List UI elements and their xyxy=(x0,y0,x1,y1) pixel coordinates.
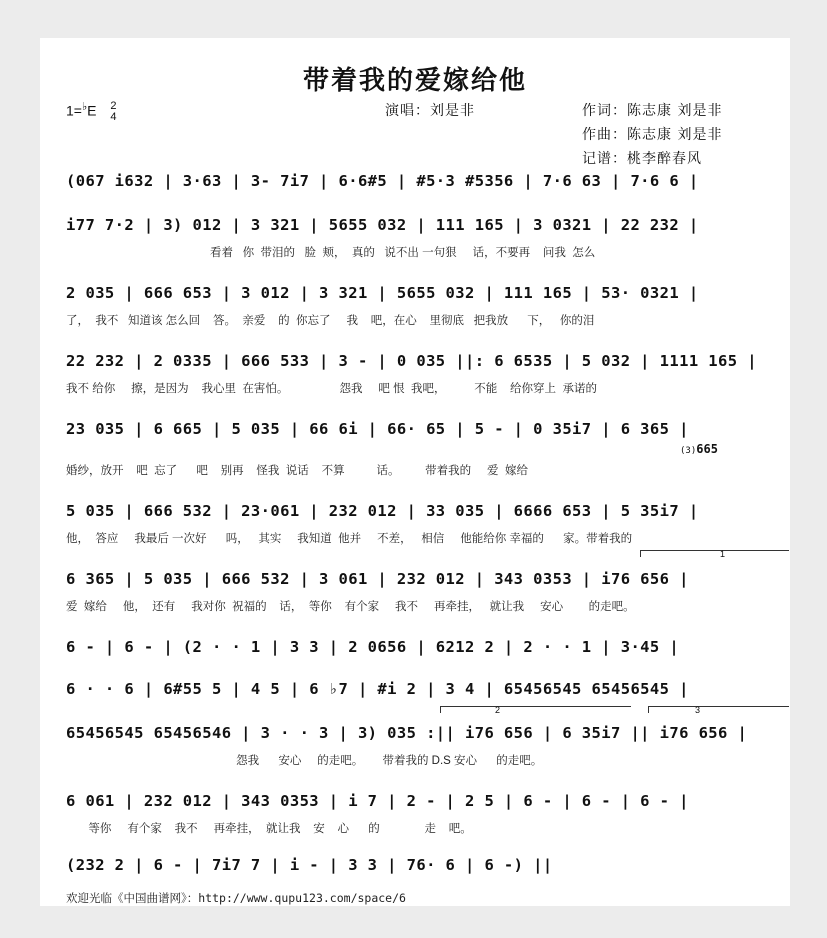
score-line-1: (067 i632 | 3·63 | 3- 7i7 | 6·6#5 | #5·3 #5356 | 7·6 63 | 7·6 6 | xyxy=(66,172,699,190)
score-line-9: 6 · · 6 | 6#55 5 | 4 5 | 6 ♭7 | #i 2 | 3 4 | 65456545 65456545 | xyxy=(66,680,689,698)
key-note: E xyxy=(87,102,97,119)
volta-label-3: 3 xyxy=(695,705,701,715)
lyric-line-10: 怨我 安心 的走吧。 带着我的 D.S 安心 的走吧。 xyxy=(70,755,543,767)
volta-label-1: 1 xyxy=(720,549,726,559)
composer-credit: 作曲：陈志康 刘是非 xyxy=(582,127,723,143)
key-signature xyxy=(66,100,117,123)
time-bottom: 4 xyxy=(110,110,117,123)
score-line-3: 2 035 | 666 653 | 3 012 | 3 321 | 5655 032 | 111 165 | 53· 0321 | xyxy=(66,284,699,302)
score-line-5: 23 035 | 6 665 | 5 035 | 66 6i | 66· 65 | 5 - | 0 35i7 | 6 365 | xyxy=(66,420,689,438)
lyric-line-3: 了， 我不 知道该 怎么回 答。 亲爱 的 你忘了 我 吧，在心 里彻底 把我放 下， 你的泪 xyxy=(66,315,595,327)
score-sheet xyxy=(40,38,790,906)
song-title: 带着我的爱嫁给他 xyxy=(302,66,527,96)
lyric-line-2: 看着 你 带泪的 脸 颊， 真的 说不出 一句狠 话，不要再 问我 怎么 xyxy=(210,247,596,259)
score-line-8: 6 - | 6 - | (2 · · 1 | 3 3 | 2 0656 | 6212 2 | 2 · · 1 | 3·45 | xyxy=(66,638,680,656)
lyric-line-4: 我不 给你 擦，是因为 我心里 在害怕。 怨我 吧 恨 我吧， 不能 给你穿上 承诺的 xyxy=(66,383,597,395)
score-line-4: 22 232 | 2 0335 | 666 533 | 3 - | 0 035 ||: 6 6535 | 5 032 | 1111 165 | xyxy=(66,352,757,370)
score-line-2: i77 7·2 | 3) 012 | 3 321 | 5655 032 | 111 165 | 3 0321 | 22 232 | xyxy=(66,216,699,234)
footer-credit: 欢迎光临《中国曲谱网》：http://www.qupu123.com/space/6 xyxy=(66,891,406,905)
alt-value: 665 xyxy=(696,442,718,456)
score-line-11: 6 061 | 232 012 | 343 0353 | i 7 | 2 - | 2 5 | 6 - | 6 - | 6 - | xyxy=(66,792,689,810)
time-top: 2 xyxy=(110,99,117,112)
volta-bracket-1 xyxy=(640,550,789,557)
lyric-line-6: 他， 答应 我最后 一次好 吗， 其实 我知道 他并 不差， 相信 他能给你 幸福的 家。带着我的 xyxy=(66,533,633,545)
lyricist-credit: 作词：陈志康 刘是非 xyxy=(582,103,723,119)
score-line-6: 5 035 | 666 532 | 23·061 | 232 012 | 33 035 | 6666 653 | 5 35i7 | xyxy=(66,502,699,520)
lyric-line-7: 爱 嫁给 他， 还有 我对你 祝福的 话， 等你 有个家 我不 再牵挂， 就让我 安心 的走吧。 xyxy=(66,601,635,613)
score-line-12: (232 2 | 6 - | 7i7 7 | i - | 3 3 | 76· 6 | 6 -) || xyxy=(66,856,553,874)
score-line-7: 6 365 | 5 035 | 666 532 | 3 061 | 232 012 | 343 0353 | i76 656 | xyxy=(66,570,689,588)
transcriber-credit: 记谱：桃李醉春风 xyxy=(582,151,702,167)
score-line-10: 65456545 65456546 | 3 · · 3 | 3) 035 :|| i76 656 | 6 35i7 || i76 656 | xyxy=(66,724,748,742)
lyric-line-5: 婚纱，放开 吧 忘了 吧 别再 怪我 说话 不算 话。 带着我的 爱 嫁给 xyxy=(66,465,528,477)
volta-label-2: 2 xyxy=(495,705,501,715)
lyric-line-11: 等你 有个家 我不 再牵挂， 就让我 安 心 的 走 吧。 xyxy=(66,823,472,835)
alt-prefix: (3) xyxy=(680,446,697,456)
time-signature xyxy=(110,101,116,123)
alt-notes xyxy=(680,442,718,456)
singer-credit: 演唱：刘是非 xyxy=(385,103,475,119)
volta-bracket-3 xyxy=(648,706,789,713)
volta-bracket-2 xyxy=(440,706,631,713)
flat-sign: ♭ xyxy=(81,101,88,113)
key-prefix: 1= xyxy=(66,102,82,119)
